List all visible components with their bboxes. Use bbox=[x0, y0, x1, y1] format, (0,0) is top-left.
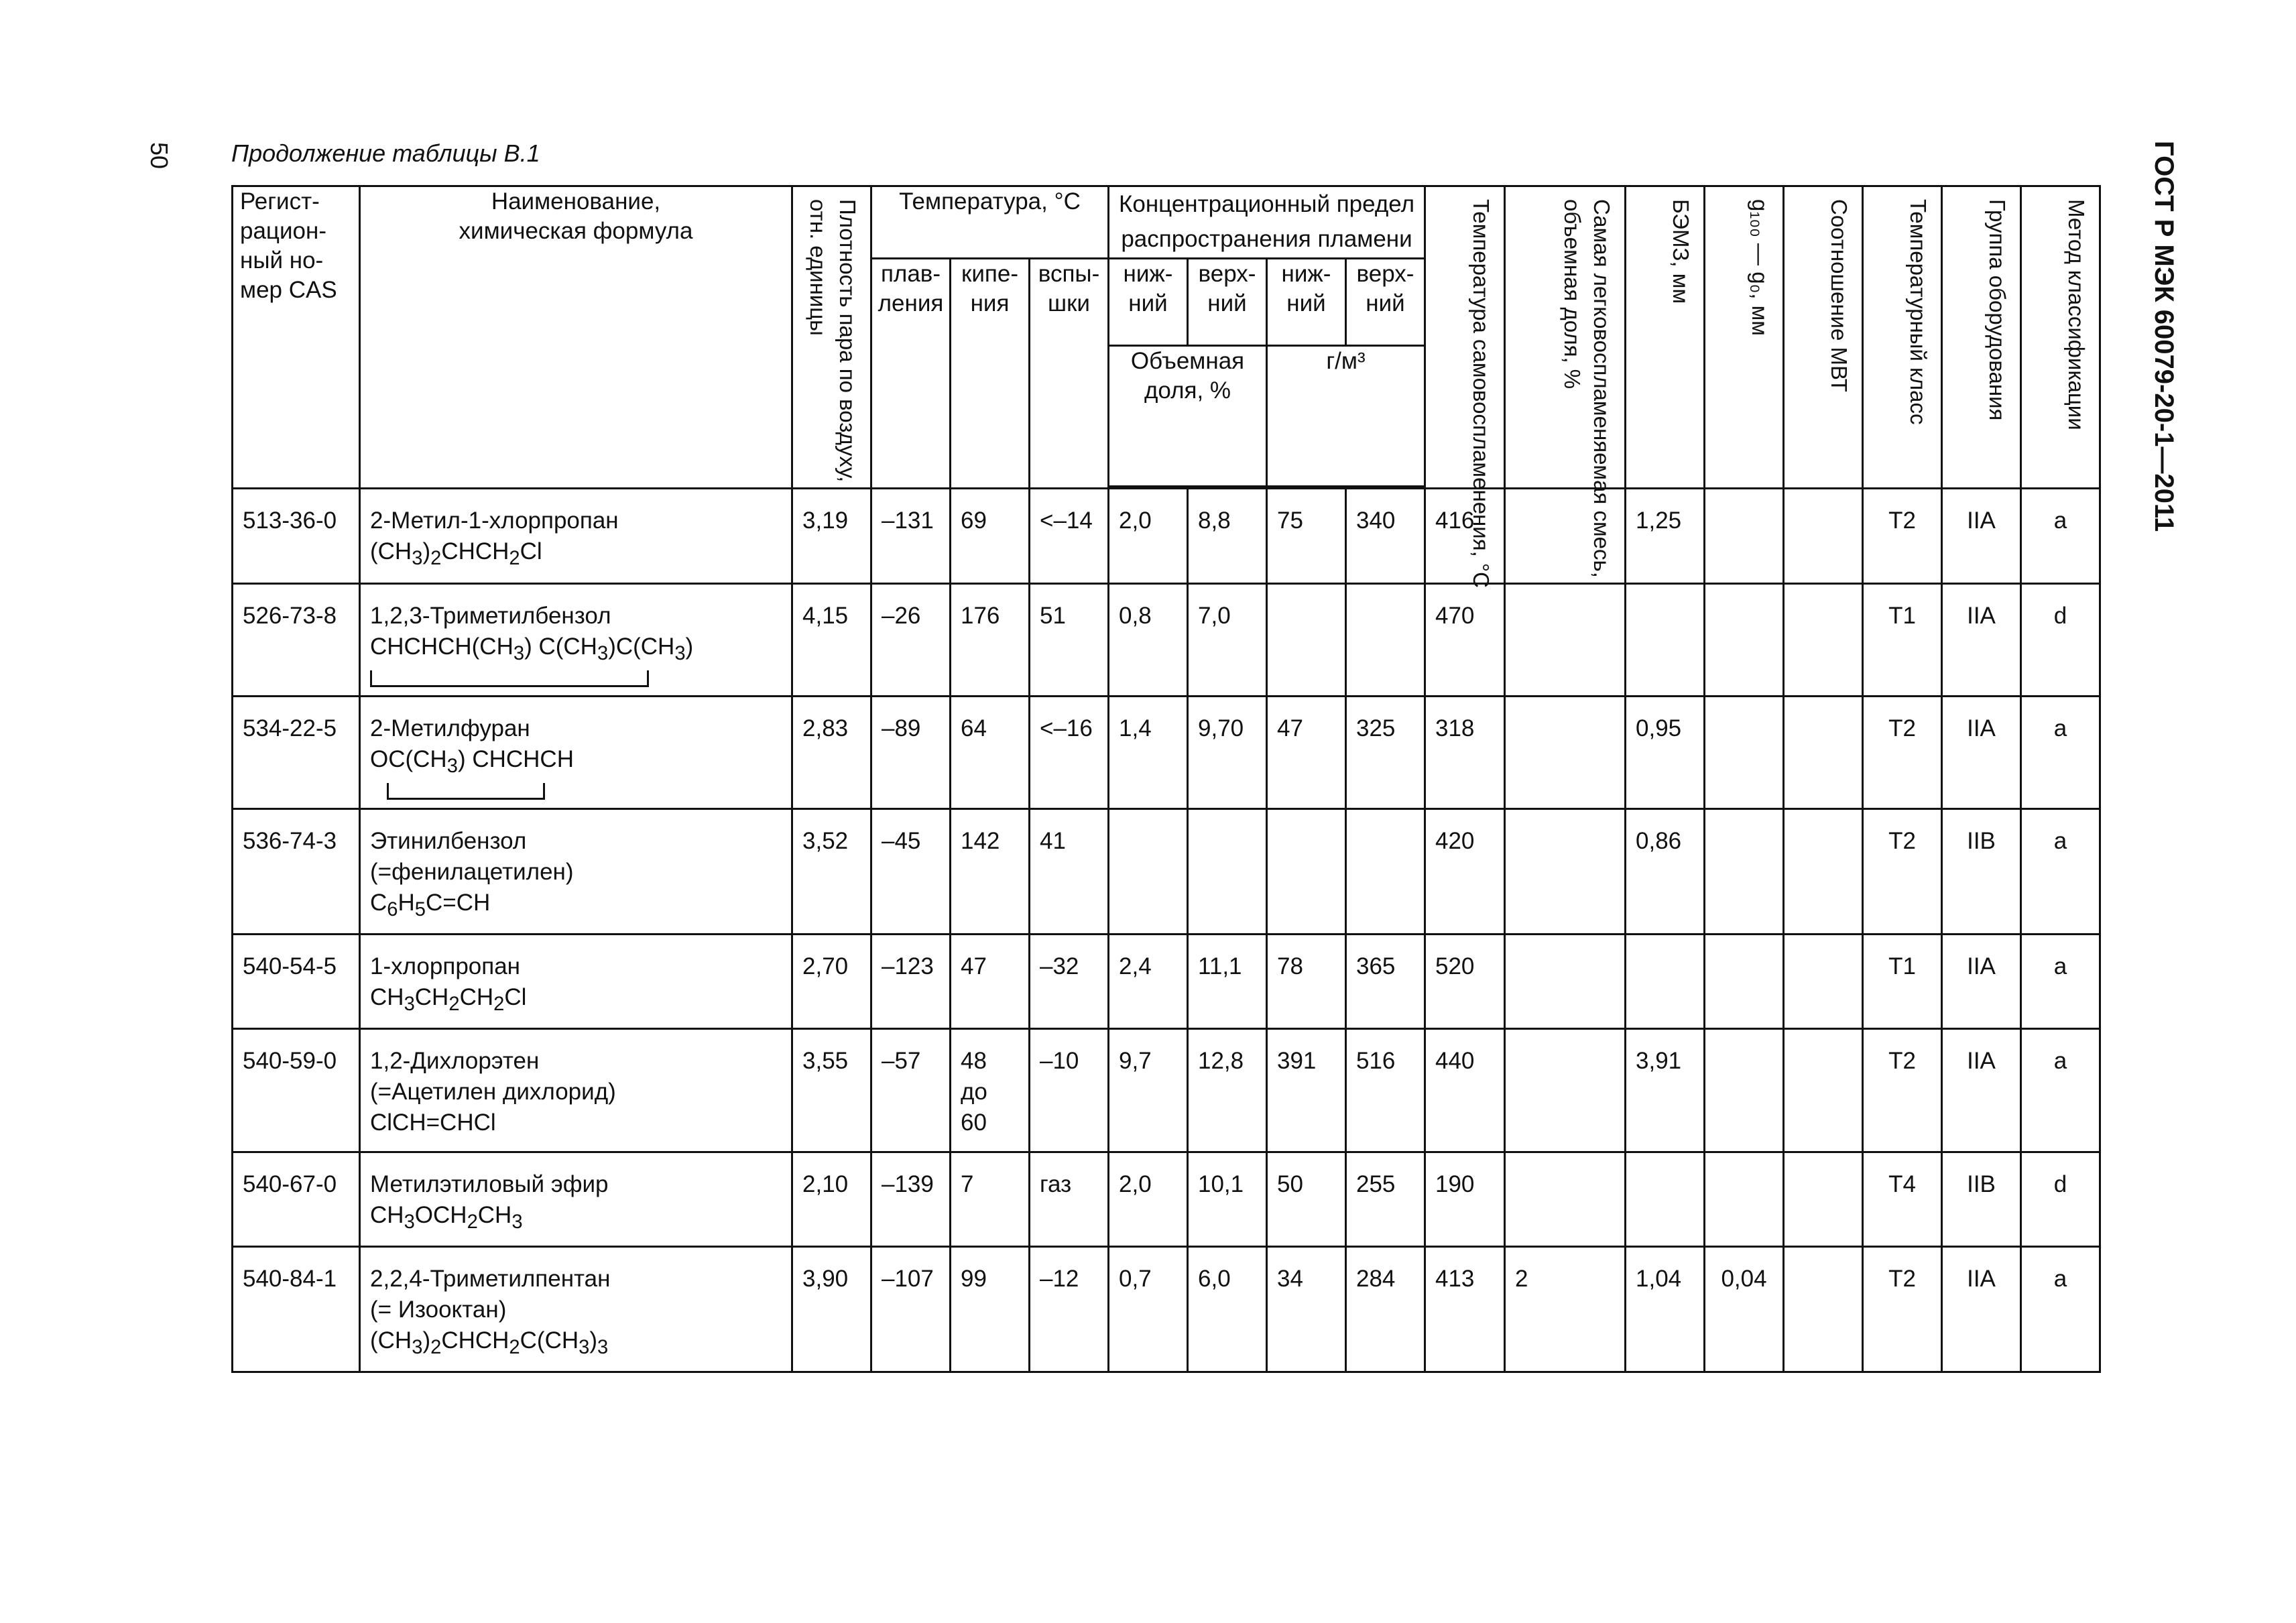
cell-lel-v: 0,7 bbox=[1109, 1247, 1188, 1372]
cell-melt: –131 bbox=[871, 489, 951, 584]
cell-g bbox=[1705, 809, 1784, 935]
cell-uel-g: 325 bbox=[1346, 697, 1425, 809]
cell-flash: 41 bbox=[1030, 809, 1109, 935]
chemical-formula: $OC(CH_3)$ CHCHCH bbox=[370, 746, 574, 777]
cell-mic bbox=[1784, 1152, 1863, 1247]
cell-mic bbox=[1784, 697, 1863, 809]
header-melting: плав-ления bbox=[871, 259, 951, 489]
cell-ait: 318 bbox=[1425, 697, 1505, 809]
name-cell bbox=[360, 1247, 792, 1372]
cell-mix bbox=[1505, 1029, 1626, 1152]
cell-group: IIA bbox=[1942, 489, 2021, 584]
cell-mesg: 1,04 bbox=[1626, 1247, 1705, 1372]
cell-g bbox=[1705, 697, 1784, 809]
boiling-range: 48 до 60 bbox=[961, 1048, 987, 1136]
cell-lel-g: 75 bbox=[1267, 489, 1346, 584]
header-volume-fraction: Объемная доля, % bbox=[1109, 346, 1267, 487]
cas-cell: 513-36-0 bbox=[233, 489, 360, 584]
header-equip-group: Группа оборудования bbox=[1942, 186, 2021, 489]
cell-mesg bbox=[1626, 1152, 1705, 1247]
table-row bbox=[233, 1029, 2100, 1152]
cell-density: 4,15 bbox=[792, 584, 871, 697]
cell-lel-g: 47 bbox=[1267, 697, 1346, 809]
substance-synonym: (=фенилацетилен) bbox=[370, 859, 574, 885]
header-upper-vol: верх-ний bbox=[1188, 259, 1267, 346]
cell-uel-g: 365 bbox=[1346, 935, 1425, 1029]
cell-flash: –32 bbox=[1030, 935, 1109, 1029]
cell-uel-v: 6,0 bbox=[1188, 1247, 1267, 1372]
name-cell bbox=[360, 1152, 792, 1247]
cell-ait: 420 bbox=[1425, 809, 1505, 935]
cell-mix bbox=[1505, 935, 1626, 1029]
cell-lel-v: 2,0 bbox=[1109, 489, 1188, 584]
cell-melt: –139 bbox=[871, 1152, 951, 1247]
cell-uel-v: 12,8 bbox=[1188, 1029, 1267, 1152]
cell-uel-v bbox=[1188, 809, 1267, 935]
cell-mix bbox=[1505, 809, 1626, 935]
cell-ait: 190 bbox=[1425, 1152, 1505, 1247]
table-row bbox=[233, 697, 2100, 809]
cell-mic bbox=[1784, 809, 1863, 935]
cell-flash: –10 bbox=[1030, 1029, 1109, 1152]
cell-density: 2,10 bbox=[792, 1152, 871, 1247]
cell-boil: 142 bbox=[951, 809, 1030, 935]
cell-mesg: 0,86 bbox=[1626, 809, 1705, 935]
substance-name: 2,2,4-Триметилпентан bbox=[370, 1266, 611, 1292]
cell-lel-v: 2,0 bbox=[1109, 1152, 1188, 1247]
substance-synonym: (=Ацетилен дихлорид) bbox=[370, 1079, 616, 1105]
header-gm3: г/м³ bbox=[1267, 346, 1425, 487]
cell-mic bbox=[1784, 1029, 1863, 1152]
name-cell bbox=[360, 809, 792, 935]
name-cell bbox=[360, 697, 792, 809]
cell-method: d bbox=[2021, 584, 2100, 697]
header-autoignition: Температура самовоспламенения, °С bbox=[1425, 186, 1505, 489]
data-table bbox=[231, 185, 2101, 1373]
cell-lel-g: 34 bbox=[1267, 1247, 1346, 1372]
table-row bbox=[233, 1247, 2100, 1372]
cas-cell: 526-73-8 bbox=[233, 584, 360, 697]
cell-g bbox=[1705, 1152, 1784, 1247]
cell-uel-v: 9,70 bbox=[1188, 697, 1267, 809]
cell-uel-g bbox=[1346, 809, 1425, 935]
cell-boil: 64 bbox=[951, 697, 1030, 809]
cell-tclass: T2 bbox=[1863, 809, 1942, 935]
cell-mic bbox=[1784, 584, 1863, 697]
cell-density: 3,19 bbox=[792, 489, 871, 584]
header-boiling: кипе-ния bbox=[951, 259, 1030, 489]
chemical-formula: $CH_3OCH_2CH_3$ bbox=[370, 1202, 523, 1233]
header-lower-g: ниж-ний bbox=[1267, 259, 1346, 346]
chemical-formula: $C_6H_5C=CH$ bbox=[370, 890, 491, 920]
chemical-formula: $(CH_3)_2CHCH_2C(CH_3)_3$ bbox=[370, 1327, 609, 1358]
chemical-formula: $(CH_3)_2CHCH_2Cl$ bbox=[370, 538, 542, 569]
chemical-formula: ClCH=CHCl bbox=[370, 1109, 496, 1136]
cell-lel-v: 9,7 bbox=[1109, 1029, 1188, 1152]
cell-boil: 176 bbox=[951, 584, 1030, 697]
table-caption: Продолжение таблицы В.1 bbox=[231, 139, 540, 167]
cell-density: 3,52 bbox=[792, 809, 871, 935]
cell-ait: 470 bbox=[1425, 584, 1505, 697]
cell-ait: 413 bbox=[1425, 1247, 1505, 1372]
header-method: Метод классификации bbox=[2021, 186, 2100, 489]
cell-mesg bbox=[1626, 935, 1705, 1029]
cas-cell: 540-59-0 bbox=[233, 1029, 360, 1152]
ring-bracket bbox=[370, 670, 649, 687]
cell-uel-v: 7,0 bbox=[1188, 584, 1267, 697]
cas-cell: 540-84-1 bbox=[233, 1247, 360, 1372]
substance-name: 2-Метилфуран bbox=[370, 715, 530, 741]
header-name: Наименование, химическая формула bbox=[360, 186, 792, 489]
cell-lel-g bbox=[1267, 584, 1346, 697]
standard-header: ГОСТ Р МЭК 60079-20-1—2011 bbox=[2149, 141, 2179, 532]
cell-flash: <–16 bbox=[1030, 697, 1109, 809]
header-g100-g0: g₁₀₀ — g₀, мм bbox=[1705, 186, 1784, 489]
name-cell bbox=[360, 489, 792, 584]
cell-method: a bbox=[2021, 809, 2100, 935]
substance-name: 1,2-Дихлорэтен bbox=[370, 1048, 540, 1074]
header-cas: Регист-рацион-ный но-мер CAS bbox=[233, 186, 360, 489]
header-temp-class: Температурный класс bbox=[1863, 186, 1942, 489]
cell-boil bbox=[951, 1029, 1030, 1152]
cell-g bbox=[1705, 489, 1784, 584]
substance-name: 1,2,3-Триметилбензол bbox=[370, 603, 611, 629]
cell-mic bbox=[1784, 1247, 1863, 1372]
header-mesg: БЭМЗ, мм bbox=[1626, 186, 1705, 489]
cell-group: IIA bbox=[1942, 697, 2021, 809]
cas-cell: 540-67-0 bbox=[233, 1152, 360, 1247]
table-row bbox=[233, 584, 2100, 697]
cell-tclass: T4 bbox=[1863, 1152, 1942, 1247]
table-row bbox=[233, 489, 2100, 584]
cell-melt: –123 bbox=[871, 935, 951, 1029]
cell-mix bbox=[1505, 1152, 1626, 1247]
cell-group: IIA bbox=[1942, 1029, 2021, 1152]
cell-mix: 2 bbox=[1505, 1247, 1626, 1372]
cell-group: IIA bbox=[1942, 584, 2021, 697]
cell-melt: –107 bbox=[871, 1247, 951, 1372]
cell-mic bbox=[1784, 489, 1863, 584]
table-row bbox=[233, 1152, 2100, 1247]
cell-g: 0,04 bbox=[1705, 1247, 1784, 1372]
cell-mesg: 3,91 bbox=[1626, 1029, 1705, 1152]
cell-uel-g: 340 bbox=[1346, 489, 1425, 584]
cell-uel-v: 10,1 bbox=[1188, 1152, 1267, 1247]
cell-tclass: T2 bbox=[1863, 1247, 1942, 1372]
cell-method: a bbox=[2021, 1247, 2100, 1372]
chemical-formula: $CH_3CH_2CH_2Cl$ bbox=[370, 984, 527, 1015]
cell-ait: 520 bbox=[1425, 935, 1505, 1029]
substance-name: Метилэтиловый эфир bbox=[370, 1171, 609, 1197]
header-most-ignitable: Самая легковоспламеняемая смесь, объемная доля, % bbox=[1505, 186, 1626, 489]
cell-group: IIB bbox=[1942, 809, 2021, 935]
cell-ait: 416 bbox=[1425, 489, 1505, 584]
cell-uel-v: 11,1 bbox=[1188, 935, 1267, 1029]
cell-uel-v: 8,8 bbox=[1188, 489, 1267, 584]
substance-name: 1-хлорпропан bbox=[370, 953, 520, 979]
cell-tclass: T1 bbox=[1863, 935, 1942, 1029]
cell-uel-g: 284 bbox=[1346, 1247, 1425, 1372]
substance-synonym: (= Изооктан) bbox=[370, 1297, 507, 1323]
cell-method: a bbox=[2021, 1029, 2100, 1152]
cell-tclass: T2 bbox=[1863, 1029, 1942, 1152]
cell-group: IIA bbox=[1942, 1247, 2021, 1372]
cell-mesg: 0,95 bbox=[1626, 697, 1705, 809]
substance-name: 2-Метил-1-хлорпропан bbox=[370, 507, 619, 534]
cell-flash: газ bbox=[1030, 1152, 1109, 1247]
cell-flash: –12 bbox=[1030, 1247, 1109, 1372]
cell-uel-g: 255 bbox=[1346, 1152, 1425, 1247]
cell-melt: –57 bbox=[871, 1029, 951, 1152]
cell-flash: 51 bbox=[1030, 584, 1109, 697]
cell-uel-g: 516 bbox=[1346, 1029, 1425, 1152]
name-cell bbox=[360, 935, 792, 1029]
cell-group: IIA bbox=[1942, 935, 2021, 1029]
cell-boil: 47 bbox=[951, 935, 1030, 1029]
header-concentration: Концентрационный предел распространения пламени bbox=[1109, 186, 1425, 259]
cell-tclass: T2 bbox=[1863, 697, 1942, 809]
cell-lel-v: 2,4 bbox=[1109, 935, 1188, 1029]
cell-lel-v: 1,4 bbox=[1109, 697, 1188, 809]
header-upper-g: верх-ний bbox=[1346, 259, 1425, 346]
cell-method: d bbox=[2021, 1152, 2100, 1247]
header-lower-vol: ниж-ний bbox=[1109, 259, 1188, 346]
cell-method: a bbox=[2021, 489, 2100, 584]
cell-melt: –45 bbox=[871, 809, 951, 935]
table-body bbox=[233, 489, 2100, 1372]
cell-boil: 7 bbox=[951, 1152, 1030, 1247]
cell-g bbox=[1705, 935, 1784, 1029]
cas-cell: 534-22-5 bbox=[233, 697, 360, 809]
page-number: 50 bbox=[145, 142, 173, 170]
header-density: Плотность пара по воздуху, отн. единицы bbox=[792, 186, 871, 489]
table-row bbox=[233, 935, 2100, 1029]
cell-melt: –89 bbox=[871, 697, 951, 809]
name-cell bbox=[360, 584, 792, 697]
table-row bbox=[233, 809, 2100, 935]
cell-ait: 440 bbox=[1425, 1029, 1505, 1152]
substance-name: Этинилбензол bbox=[370, 828, 527, 854]
cell-method: a bbox=[2021, 697, 2100, 809]
cell-g bbox=[1705, 1029, 1784, 1152]
cell-mix bbox=[1505, 697, 1626, 809]
cell-density: 2,83 bbox=[792, 697, 871, 809]
cell-group: IIB bbox=[1942, 1152, 2021, 1247]
cell-tclass: T1 bbox=[1863, 584, 1942, 697]
cell-method: a bbox=[2021, 935, 2100, 1029]
cell-boil: 69 bbox=[951, 489, 1030, 584]
name-cell bbox=[360, 1029, 792, 1152]
cell-flash: <–14 bbox=[1030, 489, 1109, 584]
cell-lel-v bbox=[1109, 809, 1188, 935]
cell-lel-g bbox=[1267, 809, 1346, 935]
cell-density: 2,70 bbox=[792, 935, 871, 1029]
cell-mic bbox=[1784, 935, 1863, 1029]
cell-lel-g: 78 bbox=[1267, 935, 1346, 1029]
cell-mesg bbox=[1626, 584, 1705, 697]
ring-bracket bbox=[387, 783, 545, 800]
cell-uel-g bbox=[1346, 584, 1425, 697]
chemical-formula: $CHCHCH(CH_3)$ $C(CH_3)C(CH_3)$ bbox=[370, 634, 694, 664]
cell-lel-v: 0,8 bbox=[1109, 584, 1188, 697]
cell-density: 3,55 bbox=[792, 1029, 871, 1152]
cell-melt: –26 bbox=[871, 584, 951, 697]
cell-lel-g: 391 bbox=[1267, 1029, 1346, 1152]
cell-mesg: 1,25 bbox=[1626, 489, 1705, 584]
cas-cell: 536-74-3 bbox=[233, 809, 360, 935]
cell-g bbox=[1705, 584, 1784, 697]
cell-lel-g: 50 bbox=[1267, 1152, 1346, 1247]
cell-boil: 99 bbox=[951, 1247, 1030, 1372]
cas-cell: 540-54-5 bbox=[233, 935, 360, 1029]
cell-density: 3,90 bbox=[792, 1247, 871, 1372]
header-flash: вспы-шки bbox=[1030, 259, 1109, 489]
cell-tclass: T2 bbox=[1863, 489, 1942, 584]
header-mic-ratio: Соотношение МВТ bbox=[1784, 186, 1863, 489]
header-temperature: Температура, °С bbox=[871, 186, 1109, 259]
